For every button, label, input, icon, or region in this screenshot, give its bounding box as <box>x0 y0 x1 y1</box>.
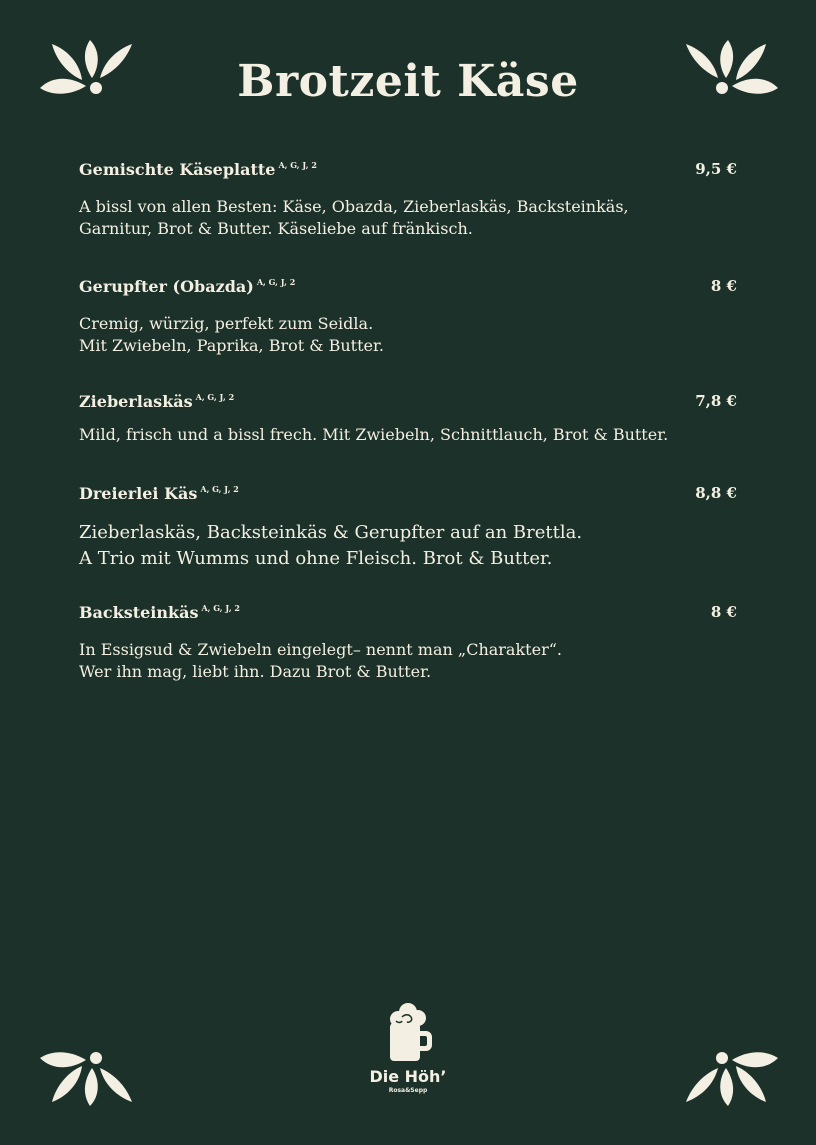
page-title: Brotzeit Käse <box>237 56 579 107</box>
item-description <box>79 424 737 446</box>
leaf-ornament-icon <box>40 1046 140 1106</box>
description-line: Cremig, würzig, perfekt zum Seidla. <box>79 314 374 333</box>
item-name: Backsteinkäs <box>79 603 199 622</box>
item-name: Dreierlei Käs <box>79 484 198 503</box>
item-price: 8 € <box>710 603 737 621</box>
menu-item <box>79 277 737 357</box>
item-description <box>79 520 737 572</box>
item-allergens: A, G, J, 2 <box>278 160 317 170</box>
item-description <box>79 313 737 357</box>
description-line: A Trio mit Wumms und ohne Fleisch. Brot & Butter. <box>79 548 553 569</box>
item-allergens: A, G, J, 2 <box>195 392 235 402</box>
description-line: A bissl von allen Besten: Käse, Obazda, Zieberlaskäs, Backsteinkäs, <box>79 197 629 216</box>
item-price: 8 € <box>710 277 737 295</box>
logo-subtitle: Rosa&Sepp <box>388 1087 428 1094</box>
menu-item <box>79 392 737 446</box>
item-price: 7,8 € <box>695 392 737 410</box>
beer-mug-icon <box>384 1003 432 1065</box>
description-line: Wer ihn mag, liebt ihn. Dazu Brot & Butter. <box>79 662 432 681</box>
item-name: Zieberlaskäs <box>79 392 193 411</box>
item-description <box>79 196 737 240</box>
description-line: Mit Zwiebeln, Paprika, Brot & Butter. <box>79 336 384 355</box>
item-price: 9,5 € <box>695 160 737 178</box>
logo <box>358 1003 458 1094</box>
item-allergens: A, G, J, 2 <box>201 603 240 613</box>
item-name: Gerupfter (Obazda) <box>79 277 254 296</box>
item-description <box>79 639 737 683</box>
menu-item <box>79 603 737 683</box>
logo-name: Die Höh’ <box>369 1067 447 1086</box>
item-allergens: A, G, J, 2 <box>256 277 296 287</box>
item-price: 8,8 € <box>695 484 737 502</box>
description-line: Garnitur, Brot & Butter. Käseliebe auf fränkisch. <box>79 219 473 238</box>
item-name: Gemischte Käseplatte <box>79 160 276 179</box>
leaf-ornament-icon <box>678 1046 778 1106</box>
item-allergens: A, G, J, 2 <box>200 484 239 494</box>
description-line: In Essigsud & Zwiebeln eingelegt– nennt man „Charakter“. <box>79 640 562 659</box>
menu-item <box>79 160 737 240</box>
description-line: Zieberlaskäs, Backsteinkäs & Gerupfter auf an Brettla. <box>79 522 583 543</box>
description-line: Mild, frisch und a bissl frech. Mit Zwiebeln, Schnittlauch, Brot & Butter. <box>79 425 669 444</box>
menu-item <box>79 484 737 572</box>
